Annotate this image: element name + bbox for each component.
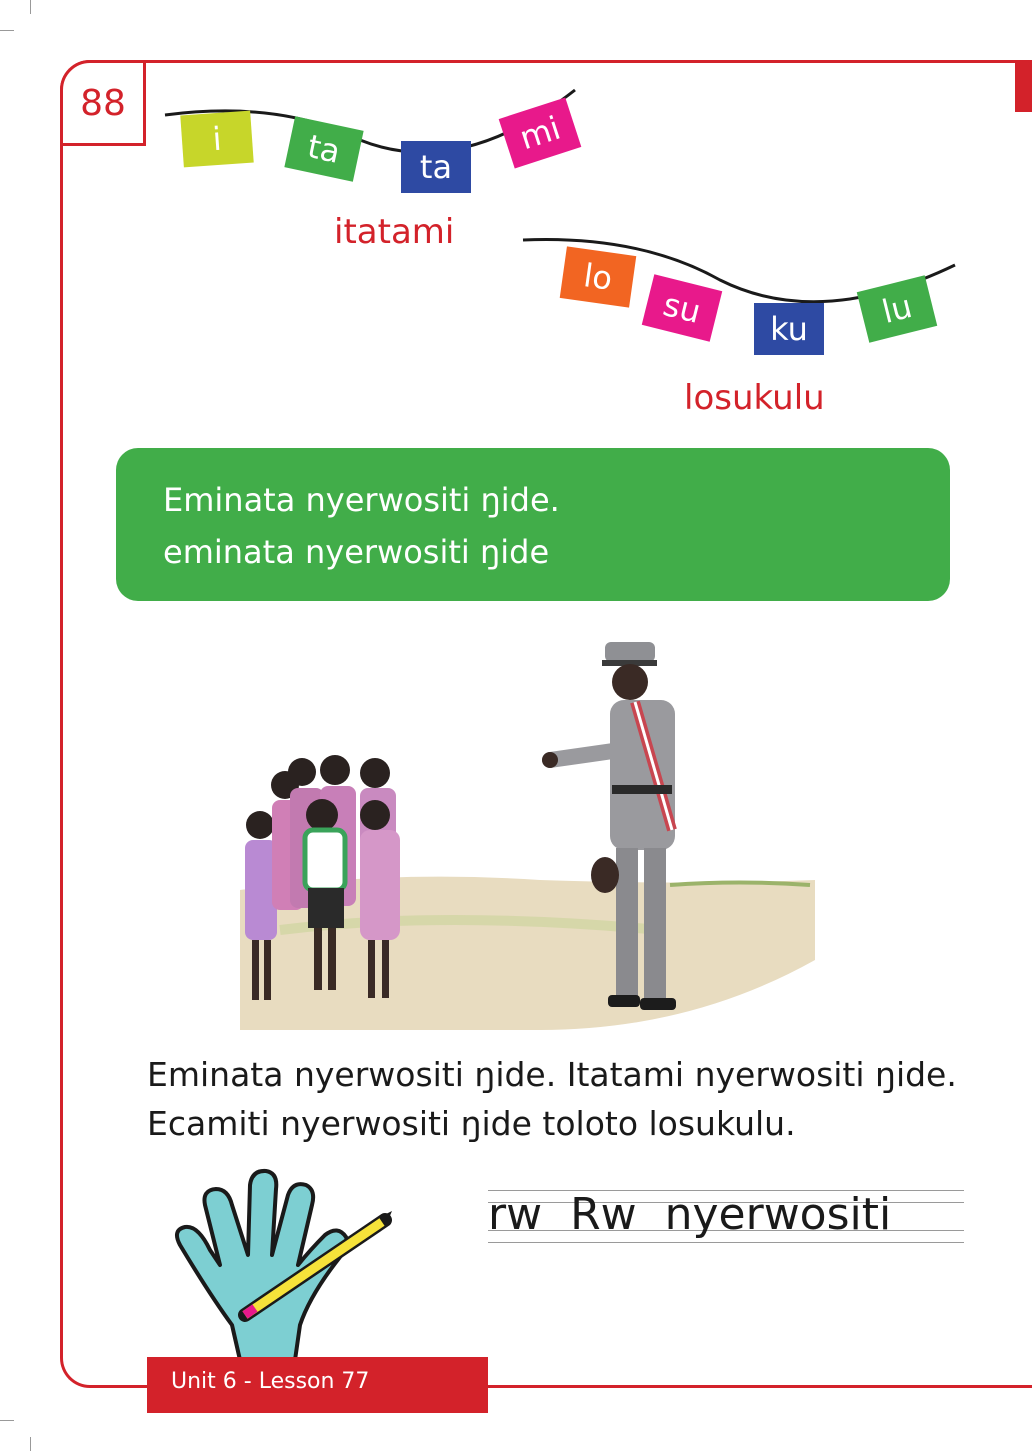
guide-line <box>488 1242 964 1243</box>
bunting-word-2 <box>684 378 825 418</box>
syllable-flag <box>180 111 253 168</box>
sentence-lowercase: eminata nyerwositi ŋide <box>163 533 550 571</box>
reading-passage <box>147 1050 957 1148</box>
crop-mark <box>0 30 14 31</box>
syllable-flag <box>401 141 471 193</box>
lesson-footer <box>147 1357 488 1413</box>
crop-mark <box>30 0 31 14</box>
hand-pencil-icon <box>160 1165 400 1365</box>
syllable-text: lo <box>581 256 615 298</box>
syllable-text: ku <box>770 310 808 348</box>
syllable-flag <box>754 303 824 355</box>
crop-mark <box>0 1420 14 1421</box>
syllable-text: ta <box>304 127 344 171</box>
illustration-officer-and-children <box>240 630 815 1035</box>
side-tab <box>1015 60 1032 112</box>
syllable-flag <box>560 246 637 307</box>
writing-text: rw Rw nyerwositi <box>488 1189 892 1240</box>
bunting-word-1 <box>334 212 454 252</box>
syllable-text: lu <box>878 287 916 331</box>
syllable-text: su <box>659 285 705 331</box>
word-text: losukulu <box>684 378 825 418</box>
page-number-text: 88 <box>80 82 126 124</box>
writing-practice <box>488 1190 964 1242</box>
reading-line: Eminata nyerwositi ŋide. Itatami nyerwositi ŋide. <box>147 1055 957 1094</box>
lesson-label: Unit 6 - Lesson 77 <box>171 1369 370 1394</box>
reading-line: Ecamiti nyerwositi ŋide toloto losukulu. <box>147 1104 796 1143</box>
syllable-text: ta <box>419 148 453 186</box>
syllable-text: mi <box>515 108 565 158</box>
sentence-box <box>116 448 950 601</box>
sentence-capitalized: Eminata nyerwositi ŋide. <box>163 481 560 519</box>
crop-mark <box>30 1437 31 1451</box>
word-text: itatami <box>334 212 455 252</box>
page-number <box>60 60 146 146</box>
syllable-text: i <box>211 119 223 159</box>
